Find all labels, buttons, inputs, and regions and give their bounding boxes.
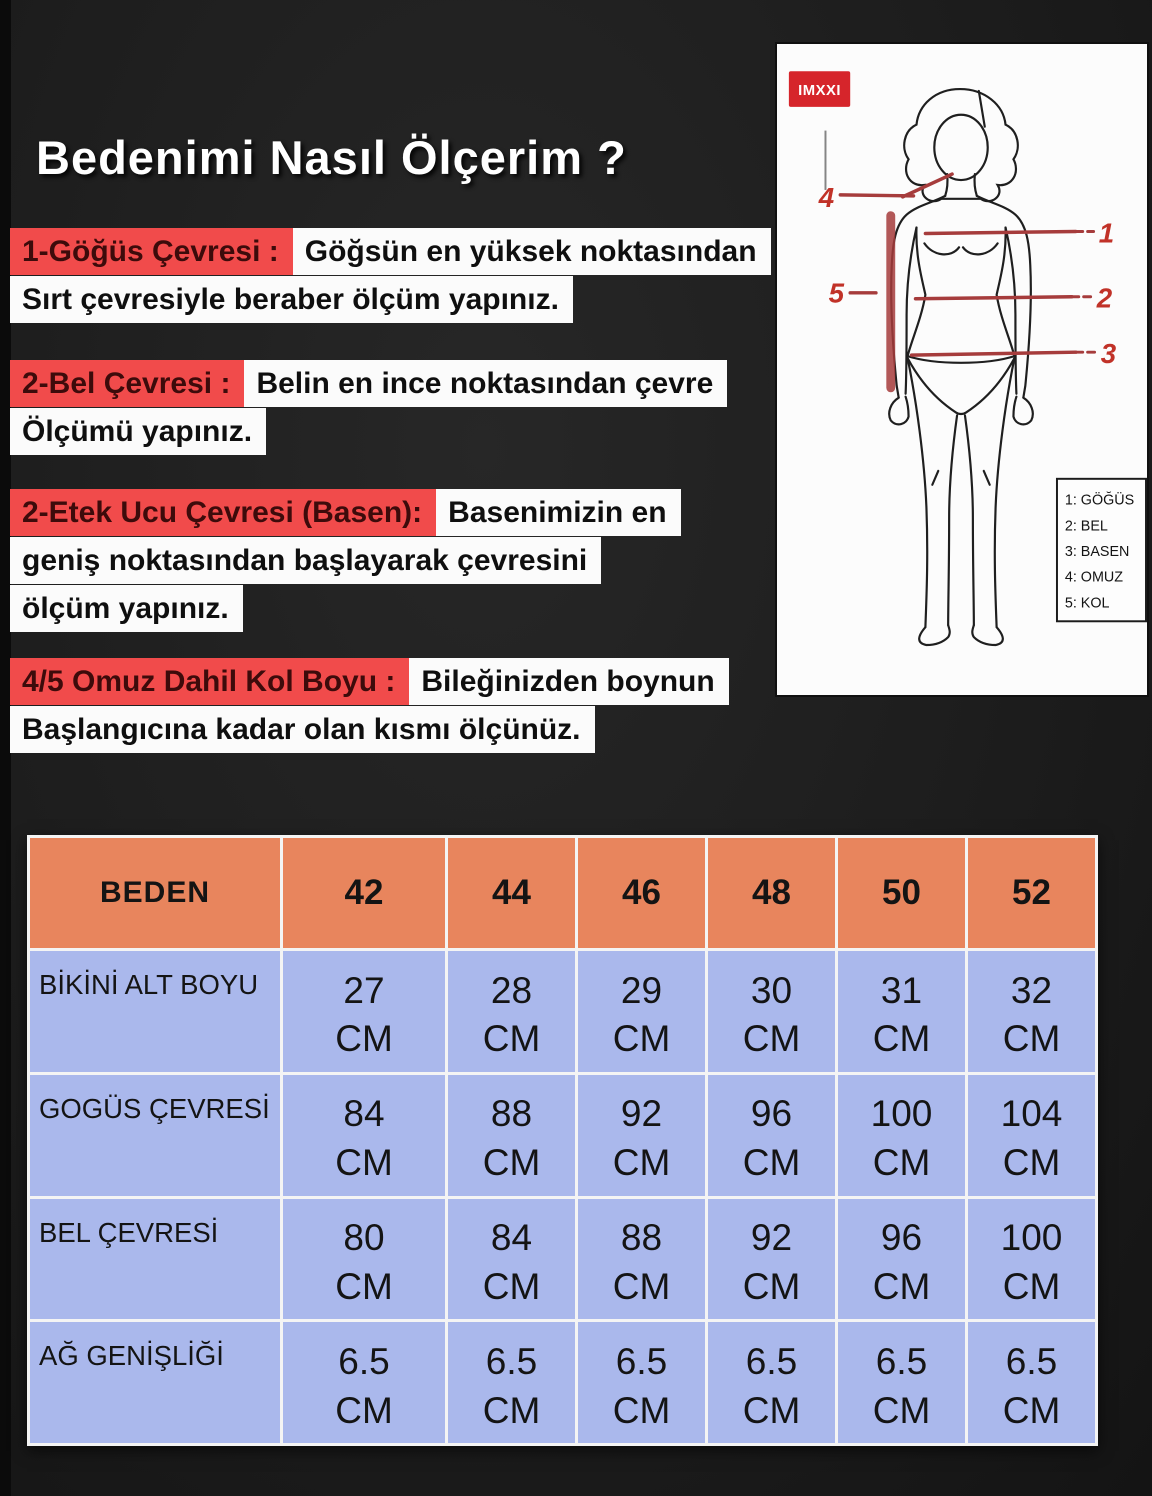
- value-number: 96: [750, 1093, 793, 1135]
- section-text-line: Sırt çevresiyle beraber ölçüm yapınız.: [10, 276, 573, 323]
- value-number: 6.5: [1005, 1340, 1058, 1382]
- legend-item: 3: BASEN: [1064, 543, 1130, 560]
- value-number: 88: [490, 1093, 533, 1135]
- row-label-bel-cevresi: BEL ÇEVRESİ: [30, 1199, 280, 1320]
- size-value-cell: [708, 1322, 835, 1443]
- measurement-figure-panel: [775, 42, 1149, 697]
- size-value-cell: [283, 1199, 445, 1320]
- legend-box: [1057, 479, 1146, 621]
- page-title: Bedenimi Nasıl Ölçerim ?: [36, 131, 627, 184]
- value-number: 84: [490, 1217, 533, 1259]
- value-unit: CM: [335, 1142, 393, 1184]
- section-text-line: Belin en ince noktasından çevre: [244, 360, 727, 407]
- right-leg-inner: [965, 416, 974, 628]
- value-unit: CM: [742, 1142, 801, 1184]
- value-number: 29: [620, 969, 663, 1011]
- hip-line: [912, 352, 1076, 355]
- value-unit: CM: [1002, 1265, 1061, 1307]
- brand-logo-badge: [789, 71, 850, 107]
- shoulder-pointer-line: [840, 195, 913, 196]
- marker-waist: 2: [1096, 282, 1113, 314]
- size-value-cell: [578, 1199, 705, 1320]
- size-value-cell: [968, 1199, 1095, 1320]
- body-measurement-diagram: [777, 44, 1147, 695]
- value-unit: CM: [335, 1265, 393, 1307]
- marker-arm: 5: [828, 277, 845, 309]
- bikini-top-edge: [908, 356, 1015, 363]
- row-label-gogus-cevresi: GOGÜS ÇEVRESİ: [30, 1075, 280, 1196]
- value-number: 27: [343, 969, 385, 1011]
- size-table: [27, 835, 1098, 1446]
- waist-line: [916, 297, 1072, 299]
- size-value-cell: [968, 1322, 1095, 1443]
- chest-line: [925, 231, 1075, 233]
- bust-left: [924, 243, 959, 254]
- section-text-line: Başlangıcına kadar olan kısmı ölçünüz.: [10, 706, 595, 753]
- right-knee-mark: [984, 471, 990, 485]
- size-value-cell: [448, 1322, 575, 1443]
- value-unit: CM: [335, 1389, 393, 1431]
- legend-item: 2: BEL: [1064, 518, 1108, 535]
- left-leg-inner: [948, 416, 957, 628]
- brand-logo-text: IMXXI: [798, 82, 841, 99]
- value-unit: CM: [872, 1142, 931, 1184]
- value-unit: CM: [872, 1389, 931, 1431]
- size-value-cell: [578, 1075, 705, 1196]
- row-label-bikini-alt-boyu: BİKİNİ ALT BOYU: [30, 951, 280, 1072]
- marker-numerals: [818, 182, 1117, 369]
- bikini-bottom-edge: [908, 358, 1015, 414]
- value-number: 92: [750, 1217, 793, 1259]
- value-number: 6.5: [875, 1340, 928, 1382]
- size-value-cell: [708, 1075, 835, 1196]
- size-value-cell: [448, 1199, 575, 1320]
- value-unit: CM: [1002, 1389, 1061, 1431]
- value-unit: CM: [872, 1265, 931, 1307]
- value-unit: CM: [1002, 1018, 1061, 1060]
- section-label: 2-Bel Çevresi :: [10, 360, 244, 407]
- instruction-section-basen: [10, 489, 681, 632]
- right-foot: [972, 625, 1003, 645]
- value-number: 92: [620, 1093, 663, 1135]
- instruction-section-bel: [10, 360, 727, 455]
- section-text-line: geniş noktasından başlayarak çevresini: [10, 537, 601, 584]
- value-number: 6.5: [485, 1340, 538, 1382]
- size-value-cell: [578, 1322, 705, 1443]
- value-unit: CM: [742, 1265, 801, 1307]
- marker-hip: 3: [1100, 338, 1117, 370]
- instruction-section-kol: [10, 658, 729, 753]
- value-number: 6.5: [745, 1340, 798, 1382]
- value-unit: CM: [482, 1018, 541, 1060]
- value-number: 88: [620, 1217, 663, 1259]
- value-unit: CM: [1002, 1142, 1061, 1184]
- right-leg-outer: [995, 358, 1015, 627]
- torso-left: [908, 228, 926, 357]
- instruction-section-gogus: [10, 228, 771, 323]
- section-label: 1-Göğüs Çevresi :: [10, 228, 293, 275]
- size-value-cell: [283, 1322, 445, 1443]
- size-value-cell: [708, 951, 835, 1072]
- left-hand: [889, 397, 908, 425]
- size-value-cell: [283, 1075, 445, 1196]
- row-label-ag-genisligi: AĞ GENİŞLİĞİ: [30, 1322, 280, 1443]
- table-header-beden: BEDEN: [30, 838, 280, 948]
- value-number: 104: [1000, 1093, 1063, 1135]
- left-leg-outer: [908, 358, 928, 627]
- section-text-line: Göğsün en yüksek noktasından: [293, 228, 771, 275]
- bust-right: [963, 243, 998, 254]
- left-foot: [919, 625, 950, 645]
- measurement-lines: [840, 174, 1095, 388]
- size-value-cell: [838, 1322, 965, 1443]
- table-header-size: 52: [968, 838, 1095, 948]
- value-unit: CM: [612, 1018, 671, 1060]
- body-outline: [889, 89, 1033, 645]
- right-hand: [1013, 397, 1032, 425]
- table-header-size: 48: [708, 838, 835, 948]
- value-number: 96: [880, 1217, 923, 1259]
- value-number: 6.5: [615, 1340, 668, 1382]
- value-number: 31: [880, 969, 923, 1011]
- section-label: 2-Etek Ucu Çevresi (Basen):: [10, 489, 436, 536]
- section-text-line: ölçüm yapınız.: [10, 585, 243, 632]
- legend-item: 5: KOL: [1064, 595, 1110, 612]
- legend-item: 4: OMUZ: [1064, 569, 1124, 586]
- value-number: 80: [343, 1217, 385, 1259]
- value-unit: CM: [872, 1018, 931, 1060]
- size-value-cell: [838, 1075, 965, 1196]
- value-unit: CM: [612, 1265, 671, 1307]
- left-knee-mark: [932, 471, 938, 485]
- size-value-cell: [708, 1199, 835, 1320]
- value-unit: CM: [742, 1389, 801, 1431]
- value-number: 6.5: [338, 1340, 390, 1382]
- value-unit: CM: [482, 1389, 541, 1431]
- value-number: 84: [343, 1093, 385, 1135]
- size-value-cell: [283, 951, 445, 1072]
- value-number: 32: [1010, 969, 1053, 1011]
- section-text-line: Basenimizin en: [436, 489, 680, 536]
- marker-chest: 1: [1098, 217, 1115, 249]
- section-text-line: Bileğinizden boynun: [409, 658, 728, 705]
- value-unit: CM: [612, 1142, 671, 1184]
- value-unit: CM: [482, 1142, 541, 1184]
- face: [934, 115, 987, 180]
- table-header-size: 46: [578, 838, 705, 948]
- size-value-cell: [578, 951, 705, 1072]
- table-header-size: 44: [448, 838, 575, 948]
- value-number: 28: [490, 969, 533, 1011]
- section-text-line: Ölçümü yapınız.: [10, 408, 266, 455]
- size-value-cell: [838, 951, 965, 1072]
- torso-right: [997, 228, 1015, 357]
- value-number: 100: [1000, 1217, 1063, 1259]
- value-unit: CM: [335, 1018, 393, 1060]
- value-unit: CM: [482, 1265, 541, 1307]
- value-unit: CM: [742, 1018, 801, 1060]
- value-number: 100: [870, 1093, 933, 1135]
- table-header-size: 42: [283, 838, 445, 948]
- size-value-cell: [838, 1199, 965, 1320]
- value-unit: CM: [612, 1389, 671, 1431]
- size-value-cell: [448, 951, 575, 1072]
- table-header-size: 50: [838, 838, 965, 948]
- value-number: 30: [750, 969, 793, 1011]
- marker-shoulder: 4: [818, 181, 835, 213]
- legend-item: 1: GÖĞÜS: [1064, 492, 1135, 509]
- section-label: 4/5 Omuz Dahil Kol Boyu :: [10, 658, 409, 705]
- size-value-cell: [968, 951, 1095, 1072]
- size-value-cell: [448, 1075, 575, 1196]
- size-value-cell: [968, 1075, 1095, 1196]
